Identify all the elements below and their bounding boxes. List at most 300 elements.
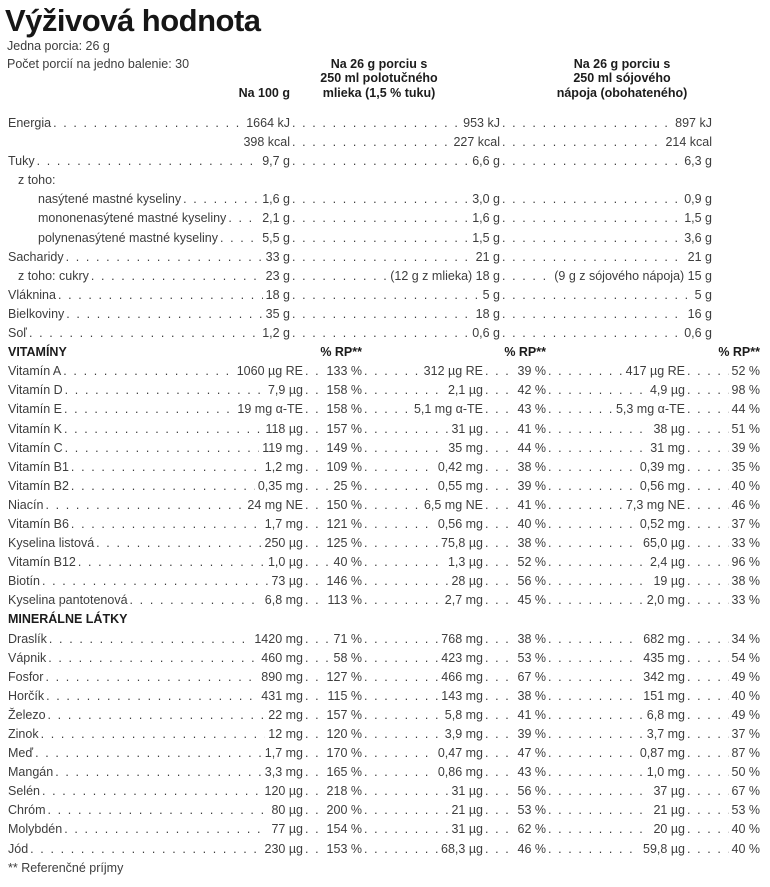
serving-size-line: Jedna porcia: 26 g (7, 39, 110, 53)
column-segment (303, 439, 362, 458)
column-segment (362, 553, 483, 572)
column-segment (546, 744, 685, 763)
percent-cell: 40 % (731, 822, 760, 837)
column-segment (8, 286, 290, 305)
amount-cell: 2,4 µg (649, 555, 685, 570)
column-segment (546, 400, 685, 419)
nutrition-table (0, 114, 770, 878)
dot-leader (548, 477, 637, 496)
percent-cell: 40 % (731, 841, 760, 856)
column-header-line: 250 ml polotučného (320, 71, 438, 86)
row-label: Chróm (8, 803, 46, 818)
column-segment (8, 515, 303, 534)
percent-cell: 158 % (326, 402, 362, 417)
percent-cell: 39 % (517, 727, 546, 741)
dot-leader (687, 515, 729, 534)
table-row (0, 248, 770, 267)
amount-cell: 7,9 µg (267, 383, 303, 398)
dot-leader (292, 286, 480, 305)
dot-leader (485, 515, 515, 534)
column-segment (685, 744, 760, 763)
column-segment (8, 649, 303, 668)
percent-cell: 120 % (326, 727, 362, 741)
dot-leader (71, 515, 262, 534)
dot-leader (305, 477, 331, 496)
value-cell: 1,5 g (472, 230, 500, 245)
value-cell: 0,6 g (684, 326, 712, 341)
amount-cell: 682 mg (643, 631, 685, 646)
column-segment (500, 324, 712, 343)
value-cell: 18 g (265, 287, 290, 302)
column-segment (546, 591, 685, 610)
column-segment (362, 572, 483, 591)
dot-leader (485, 840, 515, 859)
column-segment (483, 458, 546, 477)
amount-cell: 6,8 mg (264, 593, 303, 608)
column-segment (8, 133, 290, 152)
column-segment (8, 343, 362, 362)
table-row (0, 801, 770, 820)
table-row (0, 324, 770, 343)
percent-cell: 109 % (326, 459, 362, 474)
dot-leader (364, 534, 438, 553)
table-row (0, 171, 770, 190)
dot-leader (305, 534, 324, 553)
percent-cell: 153 % (326, 841, 362, 856)
row-label: Draslík (8, 631, 47, 646)
column-segment (546, 496, 685, 515)
dot-leader (548, 400, 613, 419)
amount-cell: 28 µg (451, 574, 483, 589)
dot-leader (485, 668, 515, 687)
column-segment (483, 820, 546, 839)
dot-leader (364, 553, 445, 572)
amount-cell: 250 µg (264, 536, 303, 551)
percent-cell: 49 % (731, 669, 760, 684)
column-segment (500, 229, 712, 248)
percent-cell: 38 % (517, 459, 546, 474)
percent-cell: 40 % (517, 516, 546, 531)
row-label: Vitamín B1 (8, 459, 69, 474)
dot-leader (292, 267, 387, 286)
value-cell: 1664 kJ (246, 116, 290, 130)
row-label: Vitamín C (8, 440, 63, 455)
row-label: mononenasýtené mastné kyseliny (38, 211, 227, 226)
percent-cell: 125 % (326, 536, 362, 551)
dot-leader (687, 572, 729, 591)
percent-cell: 49 % (731, 707, 760, 722)
column-segment (303, 381, 362, 400)
percent-cell: 35 % (731, 459, 760, 474)
percent-cell: 44 % (517, 440, 546, 455)
table-row (0, 649, 770, 668)
percent-cell: 133 % (326, 364, 362, 379)
column-segment (362, 343, 546, 362)
row-label: Kyselina listová (8, 536, 95, 551)
percent-cell: 41 % (517, 421, 546, 436)
column-segment (8, 152, 290, 171)
dot-leader (548, 706, 644, 725)
column-segment (8, 458, 303, 477)
column-segment (290, 190, 500, 209)
dot-leader (485, 553, 515, 572)
dot-leader (292, 152, 469, 171)
amount-cell: 73 µg (271, 574, 303, 589)
dot-leader (305, 782, 324, 801)
column-segment (685, 515, 760, 534)
dot-leader (548, 763, 644, 782)
dot-leader (502, 286, 692, 305)
column-segment (303, 534, 362, 553)
dot-leader (305, 668, 324, 687)
dot-leader (305, 553, 331, 572)
amount-cell: 120 µg (264, 784, 303, 799)
percent-cell: 67 % (517, 669, 546, 684)
value-cell: 23 g (265, 268, 290, 283)
column-segment (8, 400, 303, 419)
column-segment (483, 668, 546, 687)
dot-leader (687, 496, 729, 515)
table-row (0, 820, 770, 839)
amount-cell: 0,42 mg (437, 459, 483, 474)
column-segment (685, 477, 760, 496)
row-label: polynenasýtené mastné kyseliny (38, 230, 218, 245)
table-row (0, 420, 770, 439)
dot-leader (502, 190, 681, 209)
column-segment (8, 801, 303, 820)
dot-leader (130, 591, 262, 610)
column-segment (362, 763, 483, 782)
dot-leader (687, 420, 729, 439)
dot-leader (305, 362, 324, 381)
rp-column-header: % RP** (718, 345, 760, 360)
column-header-line: 250 ml sójového (573, 71, 671, 86)
table-row (0, 840, 770, 859)
table-row (0, 190, 770, 209)
dot-leader (48, 649, 258, 668)
dot-leader (687, 534, 729, 553)
dot-leader (485, 782, 515, 801)
column-segment (303, 744, 362, 763)
dot-leader (46, 687, 258, 706)
column-segment (8, 725, 303, 744)
row-label: Tuky (8, 154, 35, 169)
percent-cell: 40 % (731, 688, 760, 703)
column-segment (8, 668, 303, 687)
dot-leader (364, 725, 442, 744)
column-segment (303, 668, 362, 687)
row-label: Vitamín B6 (8, 516, 69, 531)
column-segment (303, 706, 362, 725)
amount-cell: 466 mg (441, 669, 483, 684)
dot-leader (548, 534, 640, 553)
column-segment (685, 496, 760, 515)
dot-leader (41, 725, 266, 744)
percent-cell: 44 % (731, 402, 760, 417)
column-segment (546, 420, 685, 439)
amount-cell: 2,0 mg (646, 593, 685, 608)
dot-leader (502, 209, 681, 228)
column-segment (546, 649, 685, 668)
dot-leader (548, 782, 650, 801)
amount-cell: 31 mg (650, 440, 685, 455)
column-segment (303, 630, 362, 649)
column-segment (685, 400, 760, 419)
amount-cell: 20 µg (653, 822, 685, 837)
percent-cell: 71 % (333, 631, 362, 646)
row-label: Vitamín A (8, 364, 62, 379)
amount-cell: 31 µg (451, 784, 483, 799)
amount-cell: 37 µg (653, 784, 685, 799)
table-row (0, 267, 770, 286)
column-segment (362, 706, 483, 725)
column-segment (303, 649, 362, 668)
amount-cell: 6,5 mg NE (423, 497, 483, 512)
table-row (0, 152, 770, 171)
percent-cell: 39 % (517, 478, 546, 493)
percent-cell: 37 % (731, 727, 760, 741)
dot-leader (364, 458, 435, 477)
value-cell: 3,6 g (684, 230, 712, 245)
dot-leader (502, 152, 681, 171)
column-segment (546, 343, 760, 362)
column-segment (362, 801, 483, 820)
column-segment (546, 381, 685, 400)
amount-cell: 3,9 mg (444, 727, 483, 741)
dot-leader (91, 267, 263, 286)
amount-cell: 1,7 mg (264, 746, 303, 761)
amount-cell: 143 mg (441, 688, 483, 703)
column-segment (685, 649, 760, 668)
row-label: Biotín (8, 574, 40, 589)
amount-cell: 5,3 mg α-TE (615, 402, 685, 417)
percent-cell: 150 % (326, 497, 362, 512)
dot-leader (64, 400, 234, 419)
column-header-soy-serving (530, 57, 714, 100)
column-segment (303, 496, 362, 515)
dot-leader (53, 114, 243, 133)
table-row (0, 630, 770, 649)
percent-cell: 58 % (333, 650, 362, 665)
value-cell: 9,7 g (262, 154, 290, 169)
column-segment (362, 400, 483, 419)
amount-cell: 1420 mg (254, 631, 303, 646)
amount-cell: 118 µg (265, 421, 303, 436)
row-label: Horčík (8, 688, 45, 703)
percent-cell: 37 % (731, 516, 760, 531)
row-label: z toho: (18, 173, 56, 188)
dot-leader (485, 744, 515, 763)
dot-leader (63, 362, 233, 381)
amount-cell: 119 mg (262, 440, 303, 455)
column-segment (483, 572, 546, 591)
column-segment (685, 439, 760, 458)
column-segment (483, 687, 546, 706)
percent-cell: 158 % (326, 383, 362, 398)
row-label: Energia (8, 116, 52, 130)
value-cell: 21 g (687, 249, 712, 264)
amount-cell: 435 mg (643, 650, 685, 665)
column-segment (685, 572, 760, 591)
column-segment (290, 229, 500, 248)
table-row (0, 763, 770, 782)
dot-leader (687, 400, 729, 419)
percent-cell: 38 % (731, 574, 760, 589)
dot-leader (292, 114, 460, 133)
column-segment (303, 515, 362, 534)
dot-leader (548, 515, 637, 534)
row-label: Vitamín E (8, 402, 62, 417)
dot-leader (48, 706, 266, 725)
dot-leader (45, 496, 244, 515)
column-segment (483, 782, 546, 801)
dot-leader (305, 572, 324, 591)
column-segment (483, 630, 546, 649)
column-segment (8, 439, 303, 458)
column-segment (483, 362, 546, 381)
dot-leader (687, 668, 729, 687)
column-segment (8, 763, 303, 782)
column-segment (8, 324, 290, 343)
dot-leader (364, 801, 448, 820)
value-cell: 0,6 g (472, 326, 500, 341)
column-header-line: Na 26 g porciu s (573, 57, 671, 71)
percent-cell: 98 % (731, 383, 760, 398)
column-segment (685, 782, 760, 801)
column-segment (8, 687, 303, 706)
dot-leader (687, 553, 729, 572)
dot-leader (548, 572, 650, 591)
column-segment (362, 725, 483, 744)
percent-cell: 40 % (731, 478, 760, 493)
column-segment (290, 248, 500, 267)
column-segment (685, 820, 760, 839)
amount-cell: 0,55 mg (437, 478, 483, 493)
dot-leader (305, 649, 331, 668)
value-cell: 1,5 g (684, 211, 712, 226)
dot-leader (687, 687, 729, 706)
row-label: Sacharidy (8, 249, 64, 264)
dot-leader (42, 572, 269, 591)
dot-leader (502, 114, 672, 133)
column-segment (362, 630, 483, 649)
value-cell: 0,9 g (684, 192, 712, 207)
column-segment (8, 209, 290, 228)
column-segment (483, 744, 546, 763)
dot-leader (305, 630, 331, 649)
column-segment (546, 801, 685, 820)
column-segment (8, 744, 303, 763)
dot-leader (305, 439, 324, 458)
dot-leader (364, 515, 435, 534)
dot-leader (364, 840, 438, 859)
column-segment (500, 190, 712, 209)
column-segment (546, 630, 685, 649)
column-segment (483, 553, 546, 572)
column-segment (290, 209, 500, 228)
column-segment (303, 687, 362, 706)
dot-leader (687, 801, 729, 820)
dot-leader (66, 248, 263, 267)
column-segment (546, 477, 685, 496)
column-segment (8, 782, 303, 801)
dot-leader (485, 362, 515, 381)
dot-leader (66, 305, 262, 324)
dot-leader (49, 630, 251, 649)
column-segment (303, 725, 362, 744)
dot-leader (96, 534, 261, 553)
dot-leader (292, 324, 469, 343)
column-segment (483, 477, 546, 496)
dot-leader (687, 706, 729, 725)
percent-cell: 40 % (333, 555, 362, 570)
column-segment (8, 591, 303, 610)
amount-cell: 431 mg (261, 688, 303, 703)
percent-cell: 170 % (326, 746, 362, 761)
percent-cell: 38 % (517, 688, 546, 703)
amount-cell: 0,47 mg (437, 746, 483, 761)
percent-cell: 53 % (517, 650, 546, 665)
column-segment (685, 534, 760, 553)
dot-leader (228, 209, 259, 228)
column-headers (0, 57, 770, 108)
dot-leader (364, 477, 435, 496)
value-cell: 16 g (687, 306, 712, 321)
dot-leader (364, 400, 411, 419)
amount-cell: 890 mg (261, 669, 303, 684)
column-segment (8, 362, 303, 381)
column-segment (8, 114, 290, 133)
percent-cell: 34 % (731, 631, 760, 646)
amount-cell: 1060 µg RE (236, 364, 303, 379)
dot-leader (687, 725, 729, 744)
servings-per-pack-line: Počet porcií na jedno balenie: 30 (7, 57, 190, 71)
amount-cell: 68,3 µg (441, 841, 483, 856)
dot-leader (292, 209, 469, 228)
amount-cell: 19 mg α-TE (237, 402, 303, 417)
percent-cell: 54 % (731, 650, 760, 665)
dot-leader (292, 229, 469, 248)
value-cell: 5 g (694, 287, 712, 302)
percent-cell: 146 % (326, 574, 362, 589)
column-segment (8, 381, 303, 400)
column-segment (303, 420, 362, 439)
dot-leader (687, 477, 729, 496)
amount-cell: 1,2 mg (264, 459, 303, 474)
column-segment (303, 362, 362, 381)
column-segment (483, 400, 546, 419)
column-header-line: nápoja (obohateného) (556, 85, 688, 100)
column-header-per-100g: Na 100 g (238, 85, 290, 100)
column-segment (685, 362, 760, 381)
dot-leader (364, 820, 448, 839)
percent-cell: 200 % (326, 803, 362, 818)
percent-cell: 47 % (517, 746, 546, 761)
column-segment (290, 267, 500, 286)
dot-leader (305, 400, 324, 419)
dot-leader (65, 381, 265, 400)
value-cell: 6,3 g (684, 154, 712, 169)
table-row (0, 477, 770, 496)
column-segment (362, 744, 483, 763)
row-label: Bielkoviny (8, 306, 65, 321)
percent-cell: 56 % (517, 784, 546, 799)
percent-cell: 218 % (326, 784, 362, 799)
section-heading: VITAMÍNY (8, 345, 67, 360)
table-row (0, 706, 770, 725)
column-segment (303, 820, 362, 839)
column-segment (500, 267, 712, 286)
